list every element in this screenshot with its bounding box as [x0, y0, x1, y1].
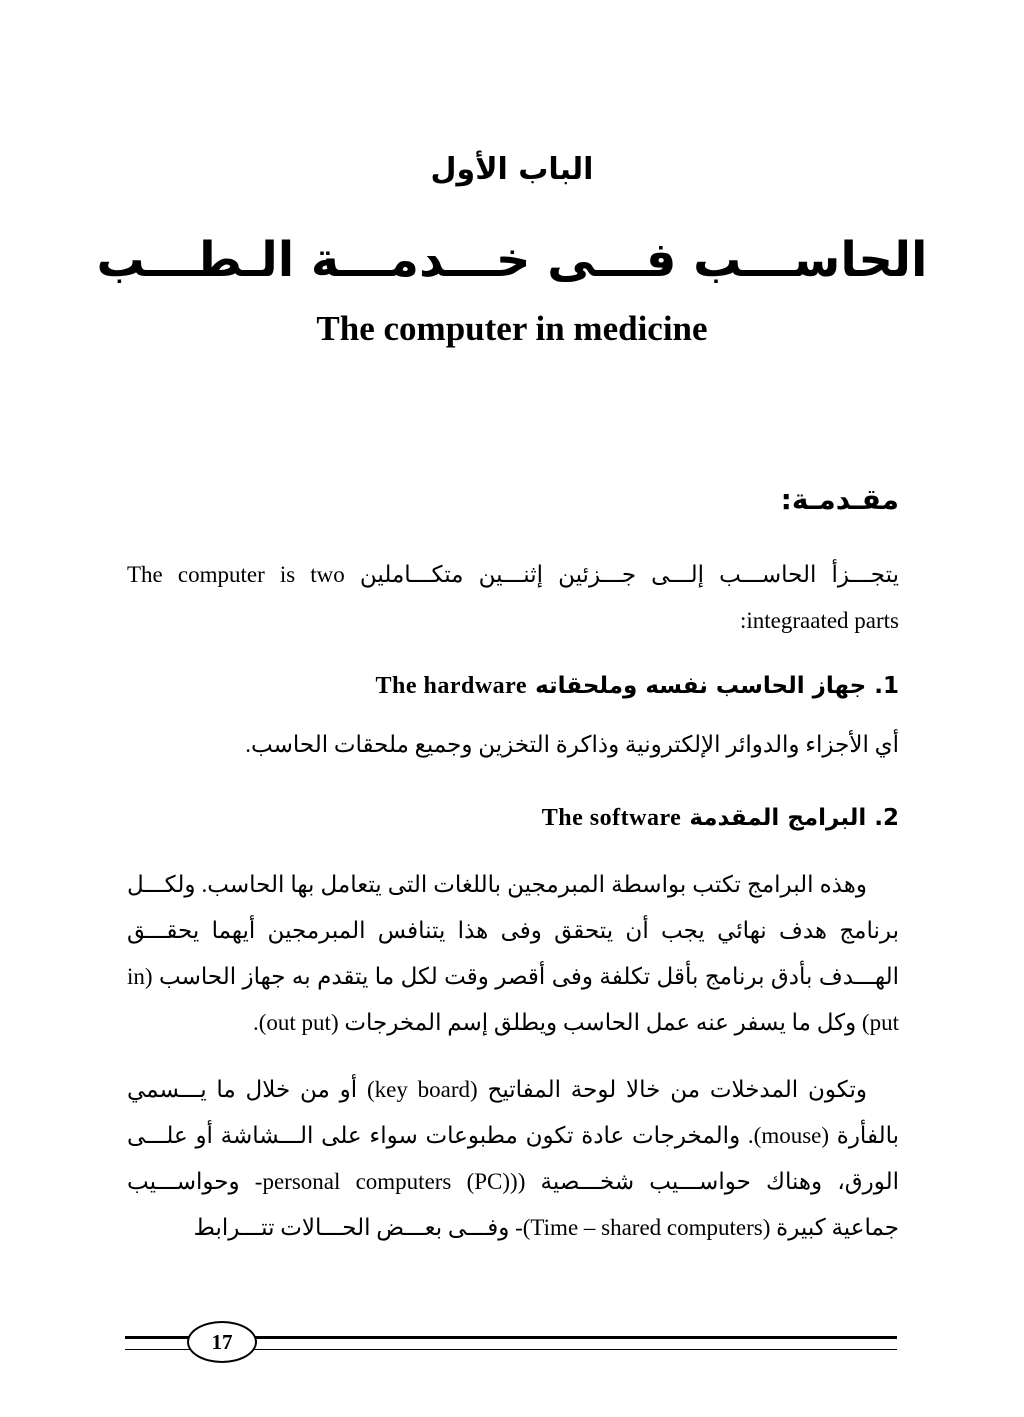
- input-output-paragraph: وتكون المدخلات من خالا لوحة المفاتيح (key board) أو من خلال ما يـــسمي بالفأرة (mouse). والمخرجات عادة تكون مطبوعات سواء على الـــشاشة أو علـــى الورق، وهناك حواســـيب شخـــصية ((personal computers (PC)- وحواســـيب جماعية كبيرة (Time – shared computers)- وفـــى بعـــض الحـــالات تتـــرابط: [127, 1077, 899, 1240]
- hardware-heading: [375, 668, 899, 704]
- hardware-heading-english: The hardware: [375, 673, 528, 699]
- software-heading: [542, 800, 899, 836]
- page-number: 17: [187, 1321, 257, 1363]
- intro-paragraph: يتجـــزأ الحاســـب إلـــى جـــزئين إثنـــين متكـــاملين The computer is two integraated parts:: [127, 562, 899, 633]
- hardware-heading-arabic: 1. جهاز الحاسب نفسه وملحقاته: [535, 673, 899, 699]
- software-description: وهذه البرامج تكتب بواسطة المبرمجين باللغات التى يتعامل بها الحاسب. ولكـــل برنامج هدف نهائي يجب أن يتحقق وفى هذا يتنافس المبرمجين أيهما يحقـــق الهـــدف بأدق برنامج بأقل تكلفة وفى أقصر وقت لكل ما يتقدم به جهاز الحاسب (in put) وكل ما يسفر عنه عمل الحاسب ويطلق إسم المخرجات (out put).: [127, 872, 899, 1035]
- chapter-title-english: The computer in medicine: [316, 309, 708, 348]
- chapter-label: الباب الأول: [430, 152, 594, 187]
- software-heading-english: The software: [541, 805, 682, 831]
- footer-rule: [125, 1321, 897, 1361]
- chapter-title-arabic: الحاســـب فـــى خـــدمـــة الـطـــب: [96, 232, 928, 288]
- intro-heading: مقـدمـة:: [780, 483, 899, 516]
- hardware-description: أي الأجزاء والدوائر الإلكترونية وذاكرة التخزين وجميع ملحقات الحاسب.: [245, 732, 899, 757]
- software-heading-arabic: 2. البرامج المقدمة: [689, 805, 899, 831]
